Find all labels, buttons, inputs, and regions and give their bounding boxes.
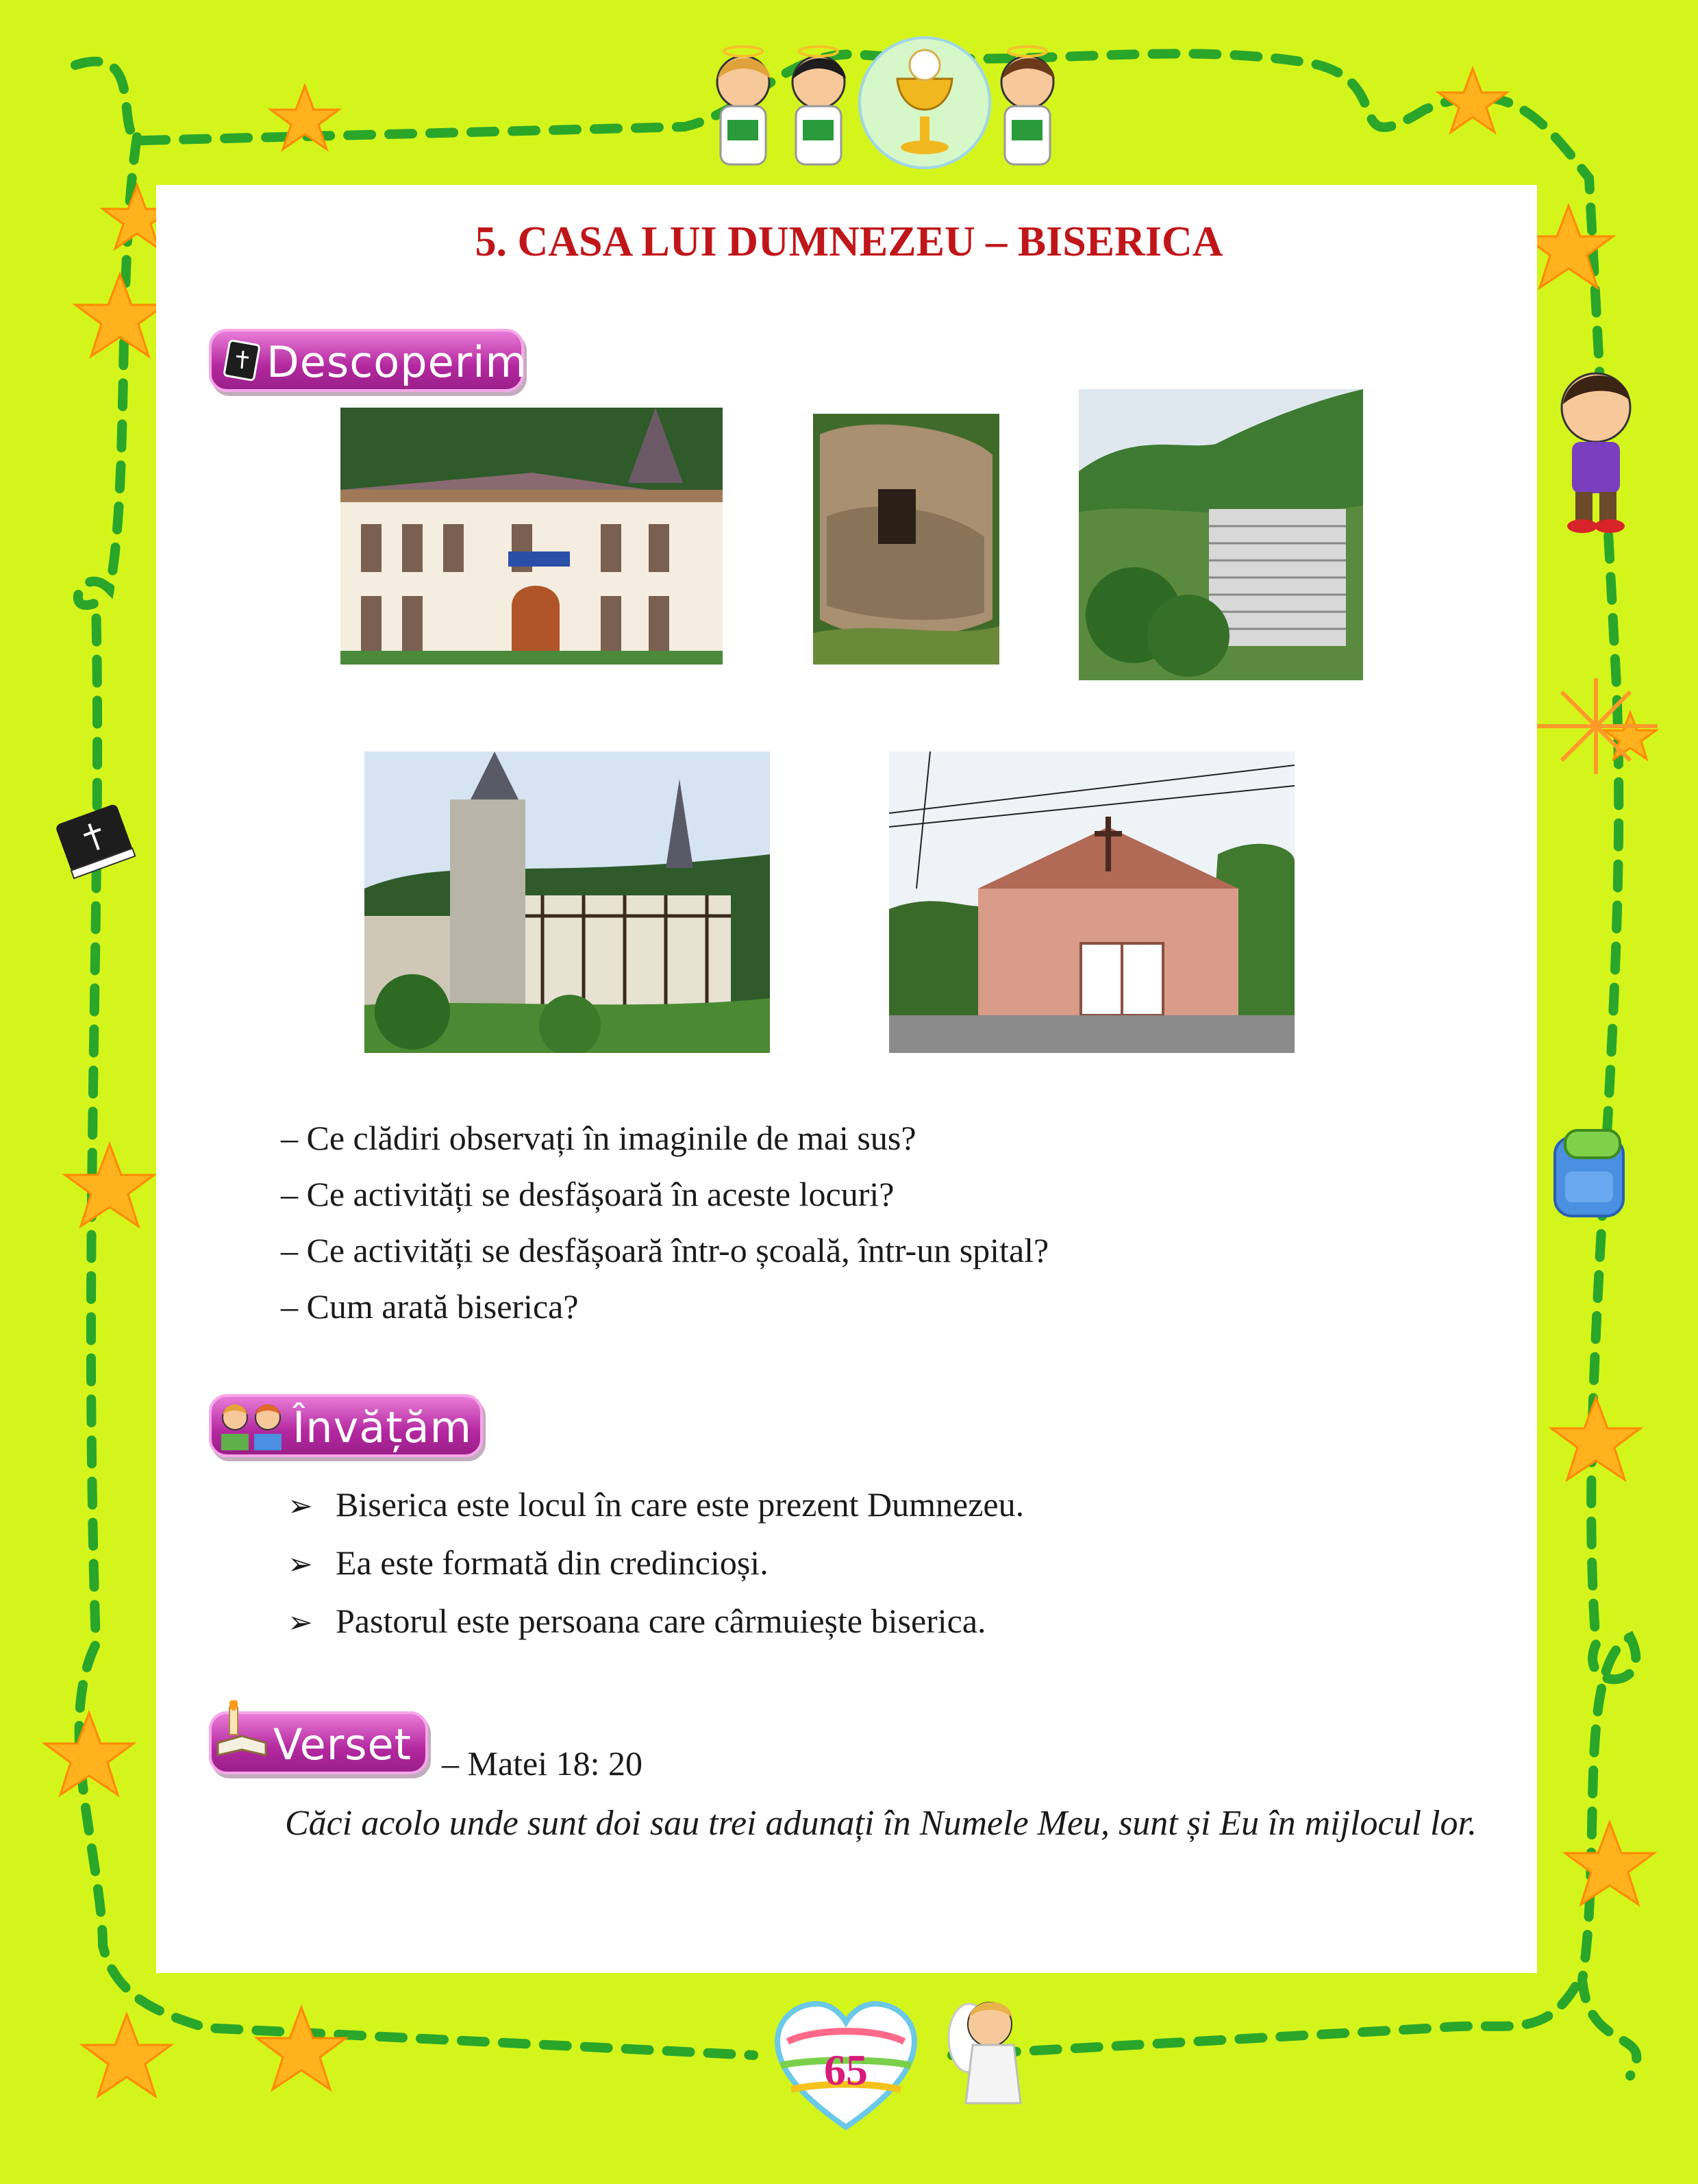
- photo-church: [889, 752, 1295, 1053]
- children-reading-icon: [214, 1398, 290, 1456]
- page-number: 65: [824, 2046, 868, 2094]
- lesson-text: Pastorul este persoana care cârmuiește biserica.: [336, 1602, 986, 1640]
- discover-badge: [209, 329, 527, 392]
- sparkle-icon: [1534, 678, 1658, 774]
- learn-label: Învățăm: [292, 1402, 472, 1452]
- page-title: 5. CASA LUI DUMNEZEU – BISERICA: [475, 219, 1223, 265]
- lesson-list: [288, 1476, 1024, 1651]
- question-item: – Ce activități se desfășoară în aceste locuri?: [281, 1175, 895, 1213]
- lesson-item: [288, 1535, 1024, 1593]
- arrow-bullet-icon: ➢: [288, 1489, 313, 1524]
- verse-badge: [209, 1711, 428, 1774]
- verse-label: Verset: [273, 1720, 412, 1770]
- learn-badge: [209, 1394, 483, 1457]
- arrow-bullet-icon: ➢: [288, 1547, 313, 1582]
- photo-rock-hermitage: [813, 414, 999, 665]
- bible-icon: [223, 338, 264, 386]
- backpack-icon: [1555, 1130, 1623, 1216]
- question-item: – Ce activități se desfășoară într-o școală, într-un spital?: [281, 1231, 1049, 1269]
- verse-reference: – Matei 18: 20: [442, 1744, 643, 1783]
- photo-peles-castle: [364, 752, 770, 1053]
- discussion-questions: [281, 1110, 1049, 1335]
- praying-angel-icon: [949, 2002, 1021, 2104]
- boy-figure-icon: [1562, 373, 1630, 533]
- candle-book-icon: [214, 1700, 269, 1758]
- photo-mountain-hotel: [1079, 389, 1363, 680]
- photo-library-building: [340, 408, 723, 665]
- bible-icon: [55, 804, 135, 879]
- lesson-item: [288, 1476, 1024, 1535]
- lesson-text: Ea este formată din credincioși.: [336, 1543, 769, 1582]
- lesson-item: [288, 1593, 1024, 1651]
- lesson-text: Biserica este locul în care este prezent Dumnezeu.: [336, 1485, 1025, 1524]
- question-item: – Cum arată biserica?: [281, 1287, 579, 1326]
- discover-label: Descoperim: [266, 337, 527, 387]
- verse-text: Căci acolo unde sunt doi sau trei adunați în Numele Meu, sunt și Eu în mijlocul lor.: [285, 1804, 1477, 1843]
- arrow-bullet-icon: ➢: [288, 1605, 313, 1640]
- question-item: – Ce clădiri observați în imaginile de mai sus?: [281, 1119, 916, 1157]
